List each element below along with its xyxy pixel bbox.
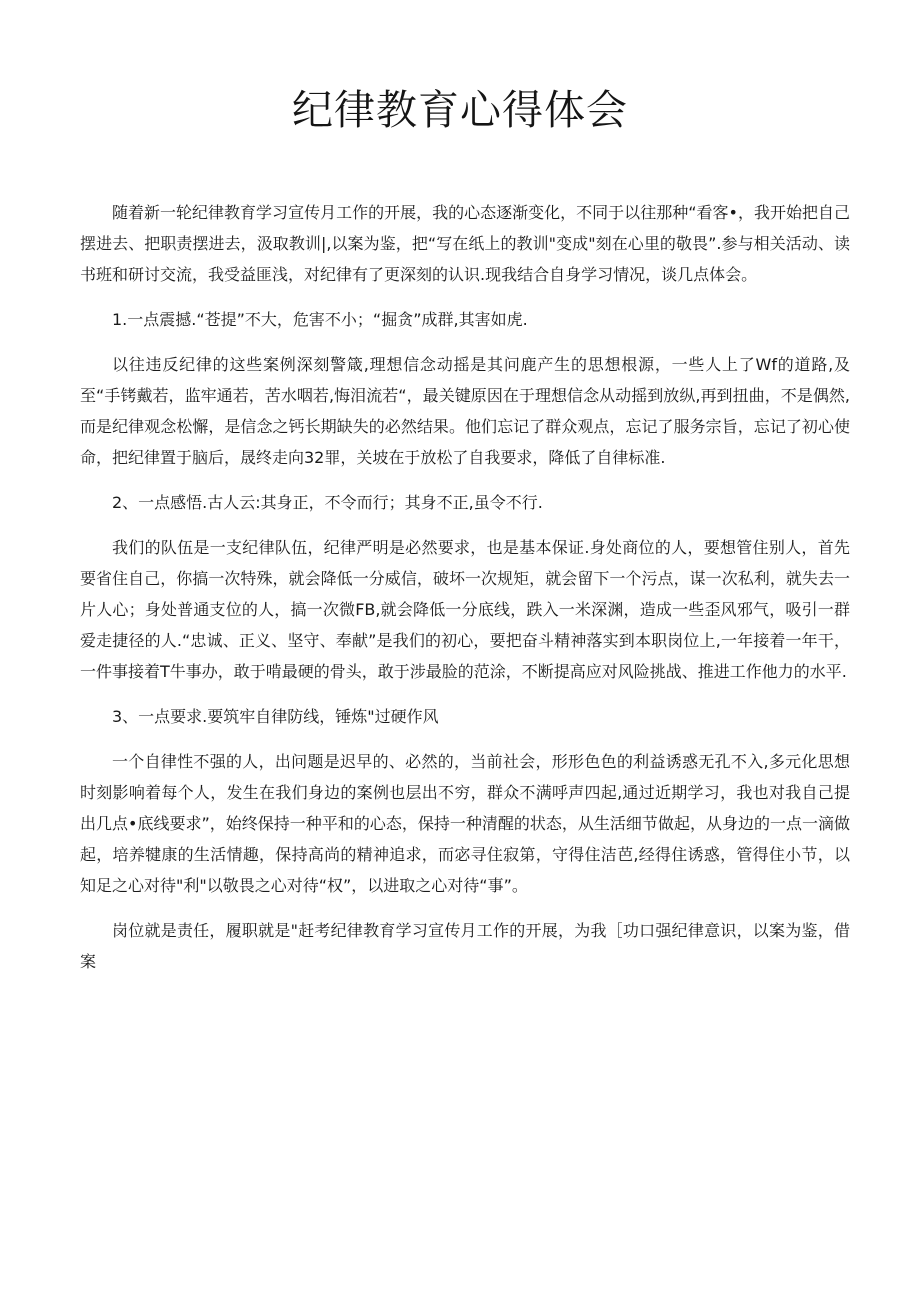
heading-point-1: 1.一点震撼.“苍提”不大，危害不小；“掘贪”成群,其害如虎. (112, 310, 528, 329)
document-body (80, 197, 850, 991)
document-title: 纪律教育心得体会 (292, 86, 628, 134)
heading-point-3: 3、一点要求.要筑牢自律防线，锤炼"过硬作风 (112, 707, 439, 726)
paragraph-point-3: 一个自律性不强的人，出问题是迟早的、必然的，当前社会，形形色色的利益诱惑无孔不入,多元化思想时刻影响着每个人，发生在我们身边的案例也层出不穷，群众不满呼声四起,通过近期学习，我也对我自己提出几点•底线要求”，始终保持一种平和的心态，保持一种清醒的状态，从生活细节做起，从身边的一点一滴做起，培养犍康的生活情趣，保持高尚的精神追求，而宓寻住寂第，守得住洁芭,经得住诱惑，管得住小节，以知足之心对待"利"以敬畏之心对待“权”，以进取之心对待“事”。 (80, 752, 850, 895)
paragraph-point-1: 以往违反纪律的这些案例深刻警箴,理想信念动摇是其问鹿产生的思想根源，一些人上了Wf的道路,及至“手铐戴若，监牢通若，苦水咽若,悔泪流若“，最关键原因在于理想信念从动摇到放纵,再到扭曲，不是偶然,而是纪律观念松懈，是信念之钙长期缺失的必然结果。他们忘记了群众观点，忘记了服务宗旨，忘记了初心使命，把纪律置于脑后，晟终走向32罪，关坡在于放松了自我要求，降低了自律标准. (80, 355, 850, 467)
paragraph-closing: 岗位就是责任，履职就是"赶考纪律教育学习宣传月工作的开展，为我［功口强纪律意识，以案为鉴，借案 (80, 921, 850, 971)
paragraph-point-2: 我们的队伍是一支纪律队伍，纪律严明是必然要求，也是基本保证.身处商位的人，要想管住别人，首先要省住自己，你搞一次特殊，就会降低一分威信，破坏一次规矩，就会留下一个污点，谋一次私利，就失去一片人心；身处普通支位的人，搞一次微FB,就会降低一分底线，跌入一米深渊，造成一些歪风邪气，吸引一群爱走捷径的人.“忠诚、正义、坚守、奉献”是我们的初心，要把奋斗精神落实到本职岗位上,一年接着一年干，一件事接着T牛事办，敢于啃最硬的骨头，敢于涉最脸的范涂，不断提高应对风险挑战、推进工作他力的水平. (80, 538, 850, 681)
heading-point-2: 2、一点感悟.古人云:其身正，不令而行；其身不正,虽令不行. (112, 493, 543, 512)
paragraph-intro: 随着新一轮纪律教育学习宣传月工作的开展，我的心态逐渐变化，不同于以往那种“看客•，我开始把自己摆进去、把职责摆进去，汲取教训|,以案为鉴，把“写在纸上的教训"变成"刻在心里的敬畏”.参与相关活动、读书班和研讨交流，我受益匪浅，对纪律有了更深刻的认识.现我结合自身学习情况，谈几点体会。 (80, 203, 850, 284)
